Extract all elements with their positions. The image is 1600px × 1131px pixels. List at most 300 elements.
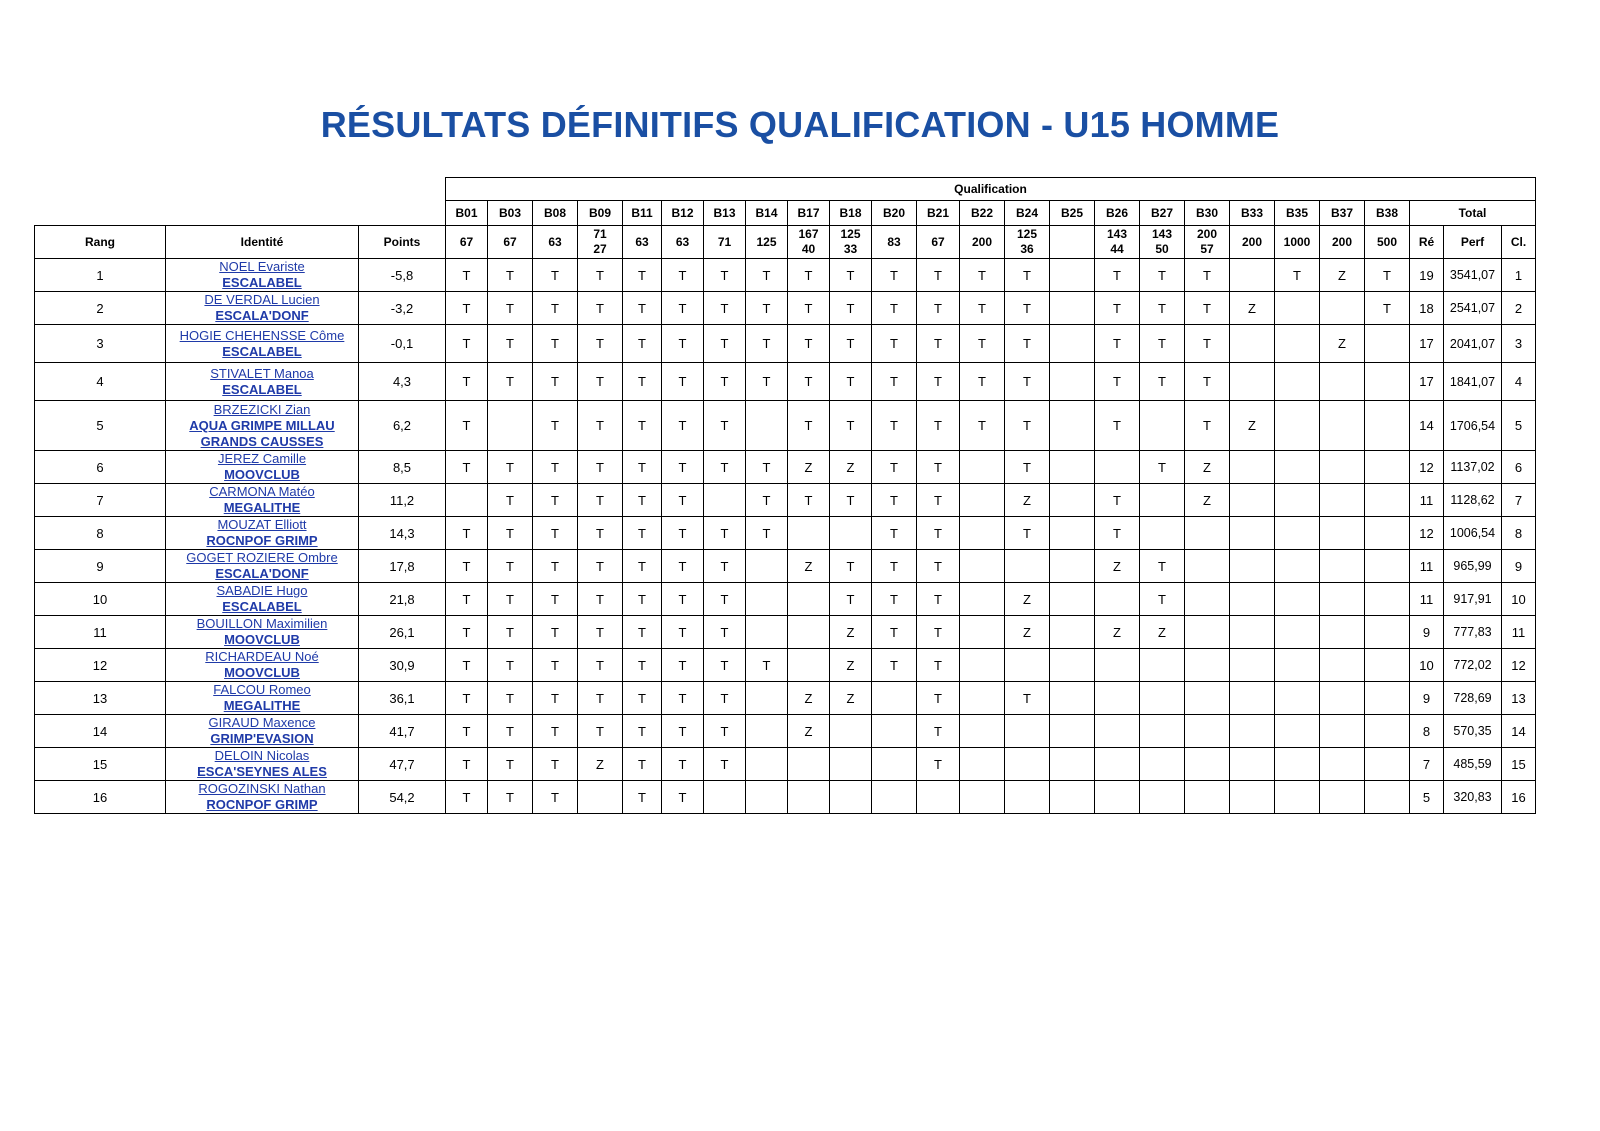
rang-cell: 9 (35, 550, 166, 583)
bloc-values (662, 226, 704, 259)
perf-cell: 728,69 (1444, 682, 1502, 715)
perf-cell: 917,91 (1444, 583, 1502, 616)
bloc-result-cell (1230, 259, 1275, 292)
bloc-result-cell: T (623, 781, 662, 814)
bloc-result-cell (788, 748, 830, 781)
perf-cell: 1841,07 (1444, 363, 1502, 401)
bloc-result-cell: T (662, 484, 704, 517)
bloc-result-cell (1230, 649, 1275, 682)
athlete-name-link[interactable]: STIVALET Manoa (210, 365, 314, 381)
club-name-link[interactable]: ROCNPOF GRIMP (206, 533, 318, 548)
bloc-result-cell (960, 781, 1005, 814)
athlete-name-link[interactable]: BOUILLON Maximilien (196, 616, 328, 631)
club-name-link[interactable]: ESCALA'DONF (215, 308, 309, 323)
bloc-result-cell: T (872, 583, 917, 616)
athlete-name-link[interactable]: MOUZAT Elliott (217, 517, 307, 532)
bloc-result-cell: T (578, 484, 623, 517)
bloc-result-cell: Z (1185, 451, 1230, 484)
bloc-result-cell (578, 781, 623, 814)
bloc-result-cell: T (1095, 363, 1140, 401)
bloc-result-cell (1140, 517, 1185, 550)
bloc-result-cell: T (746, 517, 788, 550)
bloc-result-cell (1185, 583, 1230, 616)
bloc-result-cell: T (1005, 363, 1050, 401)
club-name-link[interactable]: ROCNPOF GRIMP (206, 797, 318, 812)
bloc-result-cell (1230, 451, 1275, 484)
bloc-result-cell: T (533, 583, 578, 616)
points-cell: 41,7 (359, 715, 446, 748)
bloc-result-cell (1230, 781, 1275, 814)
bloc-result-cell: Z (1095, 616, 1140, 649)
bloc-result-cell (1140, 748, 1185, 781)
table-row (35, 325, 1536, 363)
bloc-result-cell (788, 583, 830, 616)
re-cell: 9 (1410, 682, 1444, 715)
bloc-result-cell: T (960, 401, 1005, 451)
table-row (35, 781, 1536, 814)
bloc-result-cell: T (623, 451, 662, 484)
athlete-name-link[interactable]: ROGOZINSKI Nathan (198, 781, 326, 796)
athlete-name-link[interactable]: NOEL Evariste (219, 259, 305, 274)
bloc-name: B11 (623, 201, 662, 226)
bloc-result-cell: T (488, 292, 533, 325)
re-cell: 17 (1410, 363, 1444, 401)
bloc-result-cell: T (623, 363, 662, 401)
bloc-result-cell (1095, 451, 1140, 484)
bloc-result-cell: T (488, 325, 533, 363)
cl-cell: 15 (1502, 748, 1536, 781)
bloc-result-cell (1320, 401, 1365, 451)
club-name-link[interactable]: GRIMP'EVASION (210, 731, 314, 746)
bloc-result-cell: T (1185, 363, 1230, 401)
bloc-result-cell: T (623, 649, 662, 682)
bloc-result-cell (1050, 451, 1095, 484)
bloc-result-cell: T (1140, 325, 1185, 363)
bloc-result-cell: T (1365, 259, 1410, 292)
header-spacer (35, 178, 446, 201)
bloc-result-cell: T (533, 649, 578, 682)
bloc-result-cell: T (788, 292, 830, 325)
bloc-result-cell (1275, 517, 1320, 550)
bloc-result-cell (788, 517, 830, 550)
bloc-result-cell: T (446, 363, 488, 401)
bloc-result-cell: T (533, 781, 578, 814)
bloc-result-cell (1275, 550, 1320, 583)
bloc-result-cell (746, 550, 788, 583)
re-cell: 8 (1410, 715, 1444, 748)
bloc-result-cell: T (446, 259, 488, 292)
bloc-result-cell (1050, 781, 1095, 814)
bloc-result-cell: T (830, 583, 872, 616)
bloc-result-cell: T (872, 292, 917, 325)
bloc-result-cell: T (746, 363, 788, 401)
bloc-result-cell: T (533, 682, 578, 715)
points-cell: -3,2 (359, 292, 446, 325)
club-name-link[interactable]: GRANDS CAUSSES (200, 433, 324, 449)
athlete-name-link[interactable]: DELOIN Nicolas (214, 748, 310, 763)
points-cell: -5,8 (359, 259, 446, 292)
bloc-result-cell: T (623, 715, 662, 748)
bloc-result-cell (746, 748, 788, 781)
bloc-value-top: 200 (1331, 234, 1353, 249)
bloc-result-cell: T (1140, 550, 1185, 583)
points-cell: 11,2 (359, 484, 446, 517)
identity-cell (166, 682, 359, 715)
bloc-values (704, 226, 746, 259)
bloc-result-cell (960, 484, 1005, 517)
bloc-result-cell: T (446, 292, 488, 325)
re-cell: 18 (1410, 292, 1444, 325)
qualification-header-row (35, 178, 1536, 201)
athlete-name-link[interactable]: HOGIE CHEHENSSE Côme (179, 327, 345, 343)
identity-cell (166, 616, 359, 649)
bloc-result-cell (960, 649, 1005, 682)
athlete-name-link[interactable]: JEREZ Camille (217, 451, 307, 466)
bloc-result-cell: T (533, 401, 578, 451)
bloc-result-cell: Z (788, 682, 830, 715)
club-name-link[interactable]: ESCALABEL (222, 599, 302, 614)
cl-cell: 7 (1502, 484, 1536, 517)
bloc-result-cell: Z (1185, 484, 1230, 517)
club-name-link[interactable]: ESCA'SEYNES ALES (197, 764, 327, 779)
bloc-result-cell (1320, 550, 1365, 583)
bloc-value-bottom: 27 (593, 242, 607, 256)
rang-cell: 8 (35, 517, 166, 550)
bloc-result-cell: T (623, 517, 662, 550)
bloc-result-cell: Z (830, 649, 872, 682)
bloc-result-cell (1230, 748, 1275, 781)
bloc-name: B18 (830, 201, 872, 226)
perf-cell: 1706,54 (1444, 401, 1502, 451)
bloc-result-cell: T (578, 616, 623, 649)
bloc-name: B33 (1230, 201, 1275, 226)
bloc-result-cell (488, 401, 533, 451)
bloc-result-cell: T (872, 259, 917, 292)
bloc-value-bottom: 44 (1110, 242, 1124, 256)
cl-cell: 1 (1502, 259, 1536, 292)
bloc-result-cell: Z (830, 616, 872, 649)
re-cell: 12 (1410, 517, 1444, 550)
bloc-result-cell (1320, 649, 1365, 682)
bloc-result-cell (746, 682, 788, 715)
bloc-result-cell: T (704, 517, 746, 550)
bloc-result-cell: T (533, 325, 578, 363)
athlete-name-link[interactable]: SABADIE Hugo (216, 583, 308, 598)
bloc-result-cell: T (917, 484, 960, 517)
bloc-result-cell (1275, 682, 1320, 715)
identity-cell (166, 583, 359, 616)
bloc-result-cell (1275, 451, 1320, 484)
bloc-name: B26 (1095, 201, 1140, 226)
cl-cell: 5 (1502, 401, 1536, 451)
bloc-result-cell (1275, 781, 1320, 814)
points-cell: 54,2 (359, 781, 446, 814)
bloc-values (578, 226, 623, 259)
bloc-result-cell (1230, 583, 1275, 616)
bloc-result-cell (1365, 550, 1410, 583)
club-name-link[interactable]: ESCALA'DONF (215, 566, 309, 581)
bloc-result-cell: T (960, 292, 1005, 325)
bloc-name: B25 (1050, 201, 1095, 226)
bloc-result-cell: T (662, 292, 704, 325)
bloc-name: B09 (578, 201, 623, 226)
table-row (35, 451, 1536, 484)
bloc-values (788, 226, 830, 259)
bloc-result-cell (960, 715, 1005, 748)
bloc-result-cell: T (1140, 363, 1185, 401)
bloc-result-cell: T (662, 616, 704, 649)
bloc-result-cell: T (623, 484, 662, 517)
bloc-result-cell (1320, 715, 1365, 748)
table-row (35, 292, 1536, 325)
bloc-result-cell (960, 616, 1005, 649)
club-name-link[interactable]: ESCALABEL (222, 275, 302, 290)
bloc-result-cell: T (533, 484, 578, 517)
bloc-value-top: 67 (459, 234, 474, 249)
bloc-result-cell (1005, 781, 1050, 814)
table-row (35, 748, 1536, 781)
club-name-link[interactable]: MOOVCLUB (224, 665, 300, 680)
bloc-result-cell: T (917, 649, 960, 682)
bloc-value-top: 125 (840, 227, 861, 241)
bloc-result-cell (1005, 649, 1050, 682)
bloc-result-cell: T (578, 259, 623, 292)
bloc-result-cell: T (917, 451, 960, 484)
bloc-result-cell (872, 781, 917, 814)
bloc-result-cell (872, 715, 917, 748)
bloc-result-cell (1320, 682, 1365, 715)
bloc-result-cell (830, 781, 872, 814)
bloc-name: B37 (1320, 201, 1365, 226)
bloc-result-cell (1365, 363, 1410, 401)
bloc-result-cell (1275, 715, 1320, 748)
identity-cell (166, 550, 359, 583)
bloc-result-cell (1005, 550, 1050, 583)
bloc-result-cell (746, 715, 788, 748)
club-name-link[interactable]: ESCALABEL (222, 381, 302, 397)
header-points: Points (359, 226, 446, 259)
identity-cell (166, 517, 359, 550)
points-cell: 17,8 (359, 550, 446, 583)
bloc-result-cell (1050, 682, 1095, 715)
club-name-link[interactable]: MOOVCLUB (224, 632, 300, 647)
cl-cell: 6 (1502, 451, 1536, 484)
bloc-result-cell: T (533, 550, 578, 583)
bloc-result-cell (1095, 715, 1140, 748)
bloc-result-cell: T (704, 748, 746, 781)
re-cell: 11 (1410, 583, 1444, 616)
bloc-result-cell (1185, 517, 1230, 550)
cl-cell: 8 (1502, 517, 1536, 550)
bloc-result-cell: T (488, 363, 533, 401)
bloc-result-cell: T (872, 363, 917, 401)
table-row (35, 550, 1536, 583)
bloc-result-cell (1230, 325, 1275, 363)
column-header-row (35, 226, 1536, 259)
bloc-result-cell (746, 781, 788, 814)
cl-cell: 10 (1502, 583, 1536, 616)
bloc-result-cell: T (1095, 517, 1140, 550)
bloc-result-cell: T (704, 583, 746, 616)
bloc-result-cell (917, 781, 960, 814)
bloc-result-cell (960, 550, 1005, 583)
bloc-result-cell: T (872, 517, 917, 550)
re-cell: 11 (1410, 484, 1444, 517)
bloc-result-cell: T (446, 583, 488, 616)
bloc-result-cell (1005, 715, 1050, 748)
bloc-value-top: 200 (1196, 227, 1218, 241)
bloc-result-cell (1050, 550, 1095, 583)
bloc-result-cell: T (662, 748, 704, 781)
bloc-result-cell (1275, 401, 1320, 451)
perf-cell: 777,83 (1444, 616, 1502, 649)
athlete-name-link[interactable]: GOGET ROZIERE Ombre (186, 550, 338, 565)
bloc-result-cell: T (533, 748, 578, 781)
bloc-value-top: 67 (503, 234, 517, 249)
header-identite: Identité (166, 226, 359, 259)
bloc-result-cell: T (917, 748, 960, 781)
bloc-result-cell: T (917, 583, 960, 616)
bloc-name: B22 (960, 201, 1005, 226)
club-name-link[interactable]: AQUA GRIMPE MILLAU (189, 417, 335, 433)
bloc-result-cell: T (1005, 451, 1050, 484)
bloc-result-cell: T (488, 550, 533, 583)
athlete-name-link[interactable]: BRZEZICKI Zian (213, 401, 311, 417)
bloc-result-cell (960, 451, 1005, 484)
bloc-result-cell: T (872, 484, 917, 517)
bloc-result-cell (1275, 363, 1320, 401)
club-name-link[interactable]: MEGALITHE (223, 500, 301, 515)
cl-cell: 3 (1502, 325, 1536, 363)
bloc-values (1050, 226, 1095, 259)
bloc-result-cell: Z (1005, 484, 1050, 517)
bloc-value-bottom: 40 (801, 242, 816, 256)
bloc-result-cell (1185, 550, 1230, 583)
bloc-result-cell: T (488, 451, 533, 484)
bloc-result-cell: T (533, 715, 578, 748)
bloc-values (960, 226, 1005, 259)
bloc-result-cell (1365, 451, 1410, 484)
bloc-result-cell: T (788, 401, 830, 451)
header-cl: Cl. (1502, 226, 1536, 259)
bloc-result-cell (1230, 363, 1275, 401)
bloc-result-cell (1050, 325, 1095, 363)
athlete-name-link[interactable]: GIRAUD Maxence (208, 715, 316, 730)
bloc-result-cell (1365, 401, 1410, 451)
bloc-result-cell (1275, 649, 1320, 682)
bloc-names-row (35, 201, 1536, 226)
qualification-label: Qualification (446, 178, 1536, 201)
bloc-values (533, 226, 578, 259)
perf-cell: 570,35 (1444, 715, 1502, 748)
bloc-result-cell (1140, 484, 1185, 517)
bloc-result-cell (1275, 325, 1320, 363)
bloc-values (872, 226, 917, 259)
bloc-result-cell: T (1140, 259, 1185, 292)
bloc-result-cell (1230, 550, 1275, 583)
bloc-result-cell: T (488, 649, 533, 682)
bloc-value-top: 500 (1376, 234, 1398, 249)
bloc-result-cell: T (578, 325, 623, 363)
bloc-result-cell (1185, 748, 1230, 781)
bloc-result-cell (1365, 517, 1410, 550)
identity-cell (166, 325, 359, 363)
bloc-result-cell: T (623, 401, 662, 451)
bloc-result-cell (1050, 292, 1095, 325)
bloc-result-cell (960, 682, 1005, 715)
identity-cell (166, 649, 359, 682)
bloc-result-cell: T (746, 649, 788, 682)
points-cell: 8,5 (359, 451, 446, 484)
athlete-name-link[interactable]: DE VERDAL Lucien (204, 292, 320, 307)
bloc-result-cell: T (917, 401, 960, 451)
bloc-result-cell (1365, 649, 1410, 682)
cl-cell: 13 (1502, 682, 1536, 715)
bloc-result-cell: T (446, 649, 488, 682)
bloc-result-cell: T (533, 363, 578, 401)
bloc-result-cell: T (623, 748, 662, 781)
bloc-result-cell: Z (1005, 583, 1050, 616)
points-cell: 30,9 (359, 649, 446, 682)
rang-cell: 11 (35, 616, 166, 649)
athlete-name-link[interactable]: CARMONA Matéo (209, 484, 315, 499)
club-name-link[interactable]: ESCALABEL (222, 343, 302, 359)
athlete-name-link[interactable]: FALCOU Romeo (213, 682, 311, 697)
bloc-result-cell (1365, 748, 1410, 781)
bloc-result-cell: Z (1230, 292, 1275, 325)
points-cell: 21,8 (359, 583, 446, 616)
bloc-result-cell: T (917, 616, 960, 649)
bloc-result-cell: T (917, 682, 960, 715)
bloc-result-cell: T (623, 583, 662, 616)
bloc-result-cell (746, 616, 788, 649)
bloc-values (1275, 226, 1320, 259)
perf-cell: 2541,07 (1444, 292, 1502, 325)
bloc-result-cell (1275, 292, 1320, 325)
bloc-result-cell: T (1005, 259, 1050, 292)
bloc-result-cell: T (1185, 401, 1230, 451)
bloc-result-cell: T (830, 259, 872, 292)
club-name-link[interactable]: MEGALITHE (223, 698, 301, 713)
bloc-values (1140, 226, 1185, 259)
bloc-result-cell: T (533, 292, 578, 325)
bloc-result-cell: T (1365, 292, 1410, 325)
bloc-values (1320, 226, 1365, 259)
bloc-value-bottom: 33 (843, 242, 858, 256)
bloc-result-cell: T (1005, 517, 1050, 550)
bloc-result-cell: T (872, 649, 917, 682)
bloc-value-top: 63 (548, 234, 562, 249)
bloc-result-cell: T (623, 616, 662, 649)
bloc-result-cell: T (1095, 325, 1140, 363)
bloc-result-cell: T (578, 583, 623, 616)
re-cell: 19 (1410, 259, 1444, 292)
athlete-name-link[interactable]: RICHARDEAU Noé (205, 649, 319, 664)
re-cell: 9 (1410, 616, 1444, 649)
bloc-result-cell: Z (788, 715, 830, 748)
cl-cell: 9 (1502, 550, 1536, 583)
re-cell: 10 (1410, 649, 1444, 682)
club-name-link[interactable]: MOOVCLUB (224, 467, 300, 482)
cl-cell: 14 (1502, 715, 1536, 748)
bloc-result-cell (1275, 616, 1320, 649)
bloc-result-cell (1320, 583, 1365, 616)
bloc-result-cell: T (1275, 259, 1320, 292)
bloc-value-top: 71 (593, 227, 607, 241)
bloc-result-cell: T (662, 682, 704, 715)
bloc-result-cell: T (578, 682, 623, 715)
identity-cell (166, 292, 359, 325)
